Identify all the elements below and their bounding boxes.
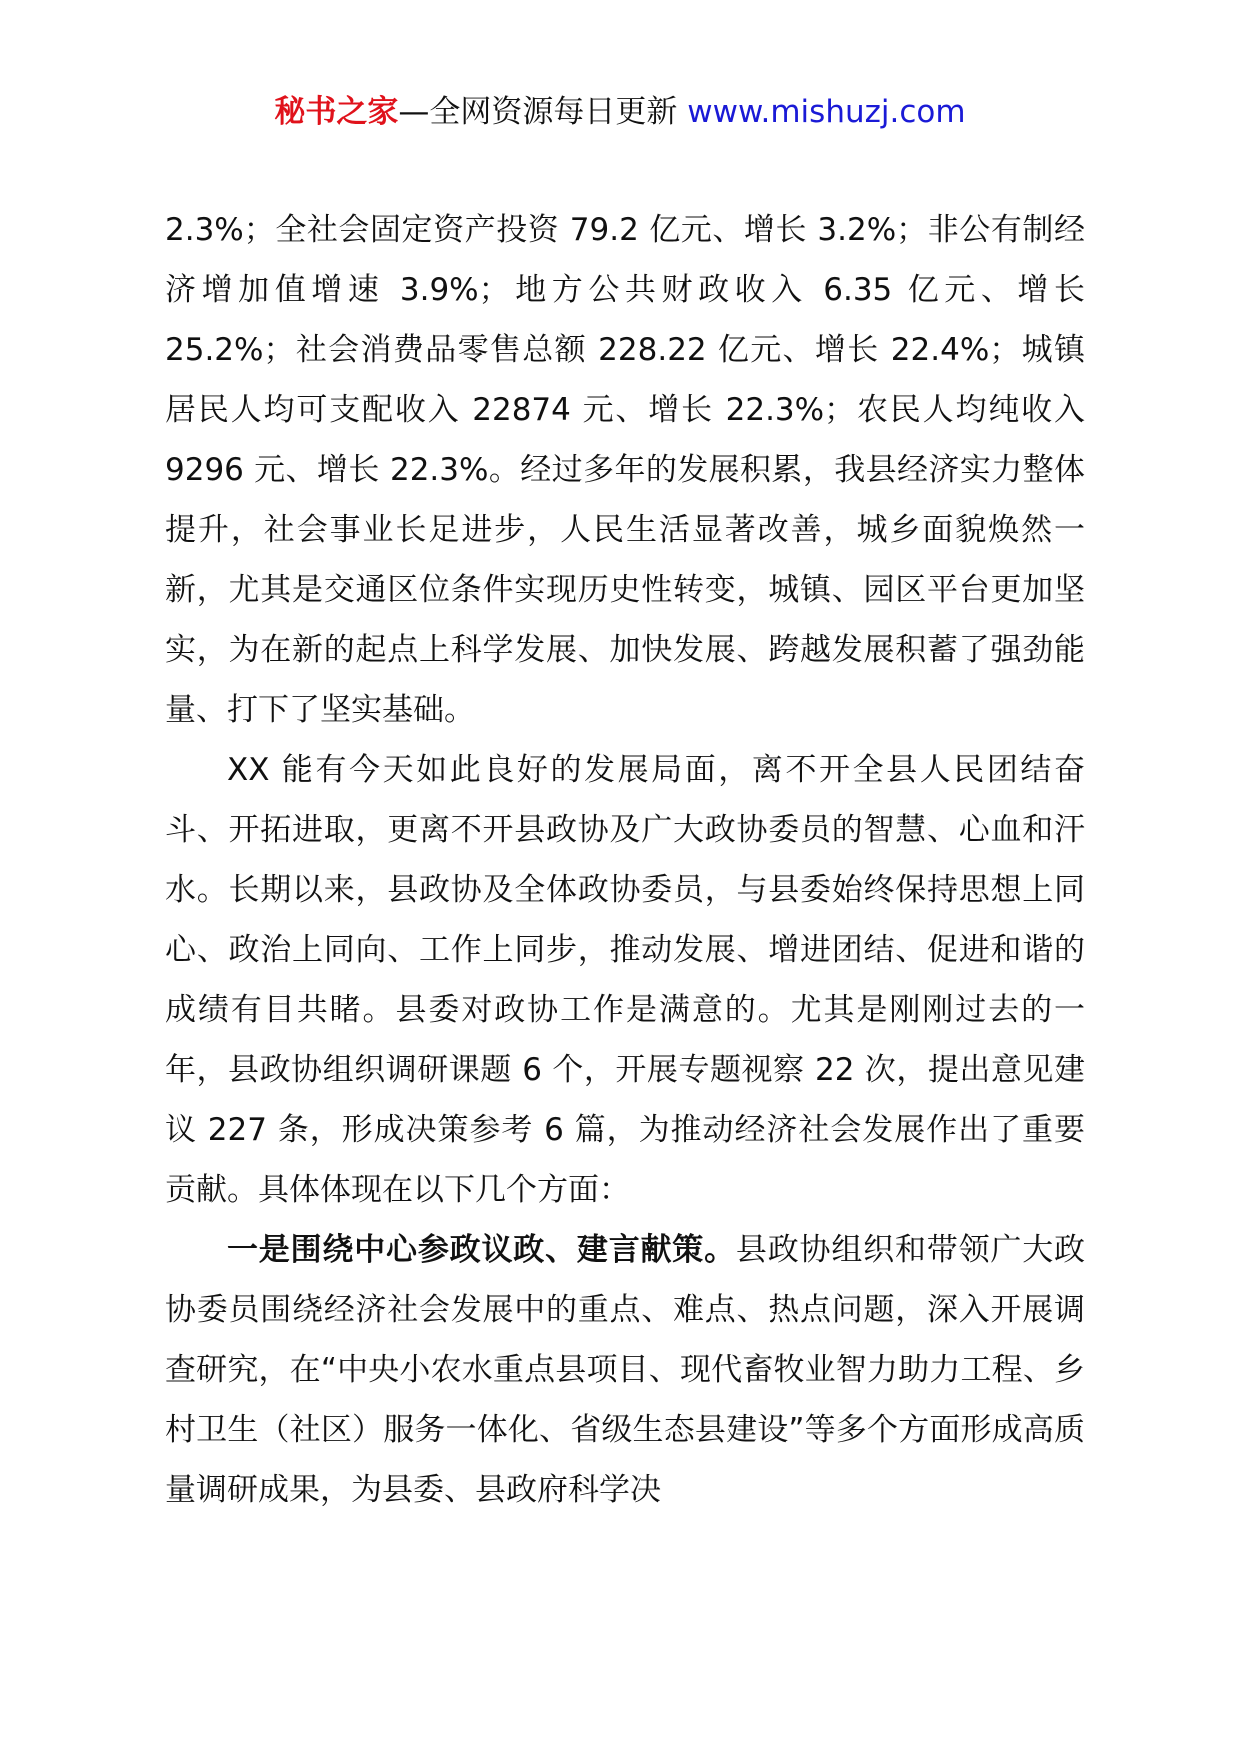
paragraph-continued: 2.3%；全社会固定资产投资 79.2 亿元、增长 3.2%；非公有制经济增加值增速 3.9%；地方公共财政收入 6.35 亿元、增长 25.2%；社会消费品零售总额 228.22 亿元、增长 22.4%；城镇居民人均可支配收入 22874 元、增长 22.3%；农民人均纯收入 9296 元、增长 22.3%。经过多年的发展积累，我县经济实力整体提升，社会事业长足进步，人民生活显著改善，城乡面貌焕然一新，尤其是交通区位条件实现历史性转变，城镇、园区平台更加坚实，为在新的起点上科学发展、加快发展、跨越发展积蓄了强劲能量、打下了坚实基础。	[165, 212, 1085, 728]
paragraph-point-one	[165, 1220, 1085, 1520]
paragraph-point-one-text: 县政协组织和带领广大政协委员围绕经济社会发展中的重点、难点、热点问题，深入开展调查研究，在“中央小农水重点县项目、现代畜牧业智力助力工程、乡村卫生（社区）服务一体化、省级生态县建设”等多个方面形成高质量调研成果，为县委、县政府科学决	[165, 1232, 1085, 1508]
page-header	[0, 92, 1240, 132]
paragraph-point-one-heading: 一是围绕中心参政议政、建言献策。	[227, 1232, 736, 1268]
header-url-link[interactable]: www.mishuzj.com	[687, 94, 966, 130]
header-brand: 秘书之家	[274, 94, 399, 130]
document-body	[165, 200, 1085, 1520]
header-tagline: —全网资源每日更新	[398, 94, 678, 130]
paragraph-development: XX 能有今天如此良好的发展局面，离不开全县人民团结奋斗、开拓进取，更离不开县政协及广大政协委员的智慧、心血和汗水。长期以来，县政协及全体政协委员，与县委始终保持思想上同心、政治上同向、工作上同步，推动发展、增进团结、促进和谐的成绩有目共睹。县委对政协工作是满意的。尤其是刚刚过去的一年，县政协组织调研课题 6 个，开展专题视察 22 次，提出意见建议 227 条，形成决策参考 6 篇，为推动经济社会发展作出了重要贡献。具体体现在以下几个方面：	[165, 752, 1085, 1208]
